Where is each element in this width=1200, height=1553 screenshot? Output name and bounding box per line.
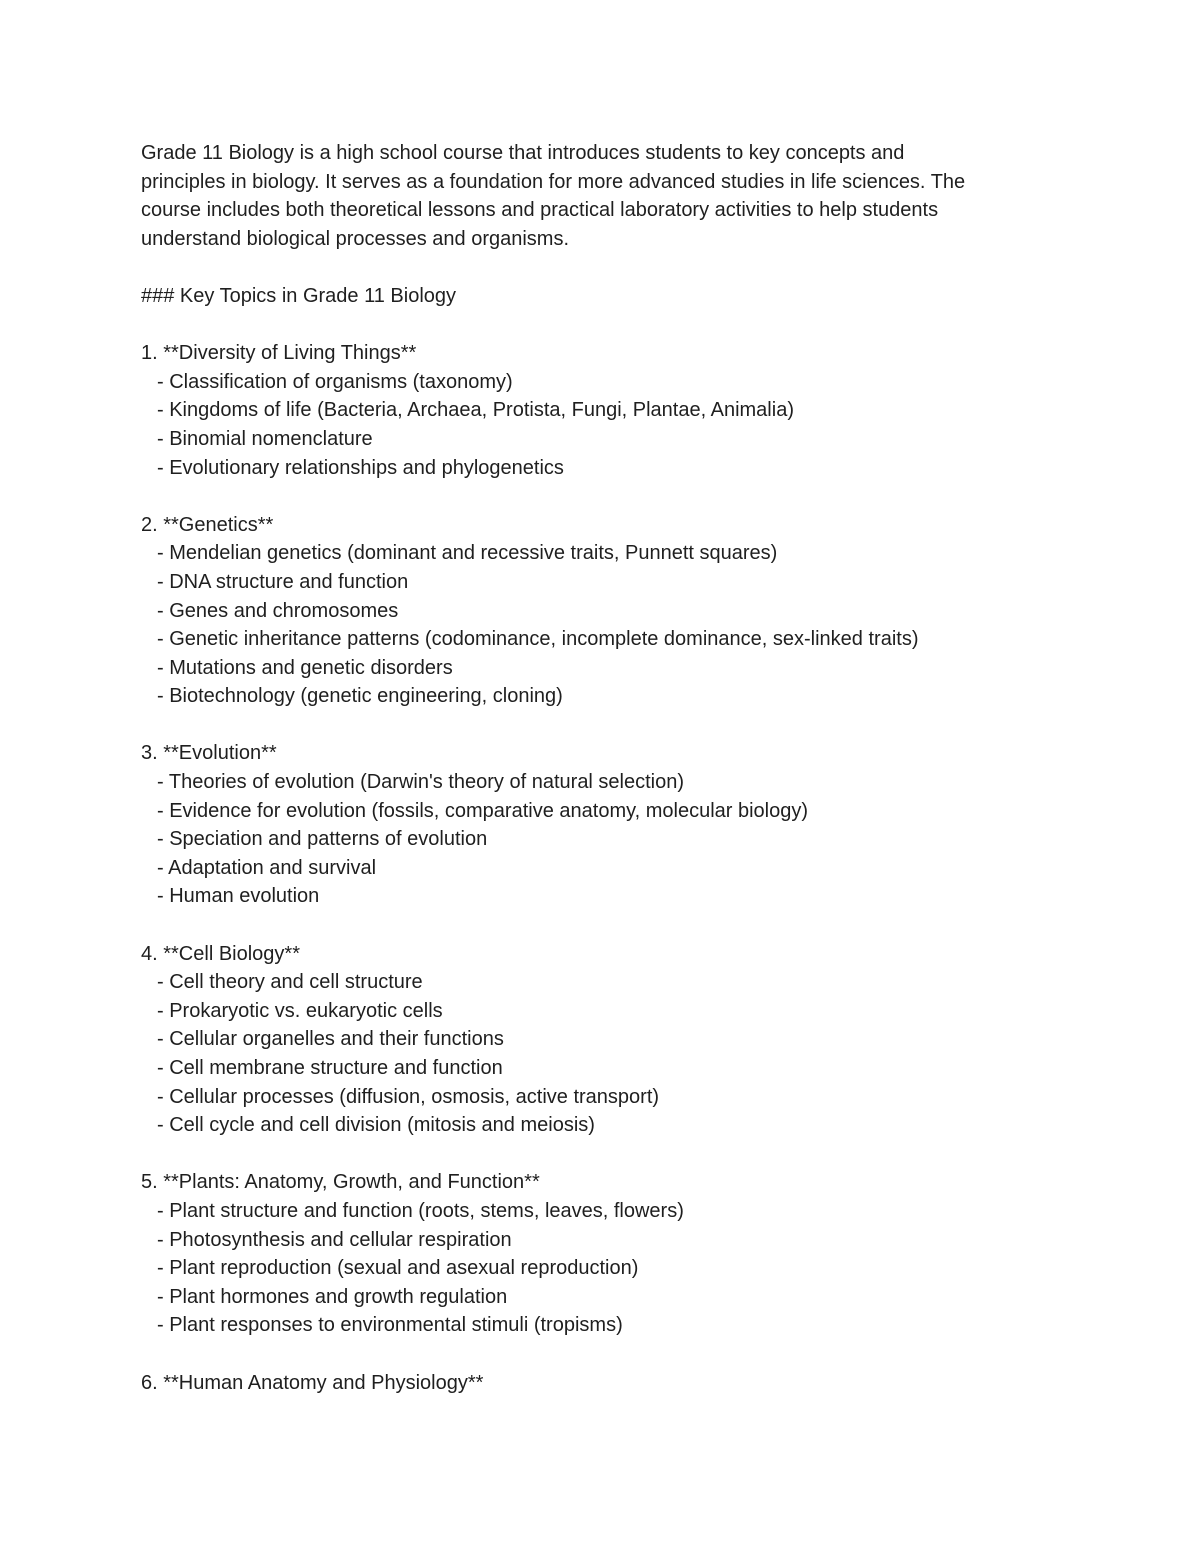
list-item: - Photosynthesis and cellular respiration [157,1228,512,1251]
list-item: - Human evolution [157,885,320,908]
list-item: - Adaptation and survival [157,856,377,879]
list-item: - Plant hormones and growth regulation [157,1285,508,1308]
topic-title: 3. **Evolution** [141,742,277,765]
list-item: - Biotechnology (genetic engineering, cloning) [157,685,563,708]
topic-title: 4. **Cell Biology** [141,942,300,965]
topic-list [141,311,1061,1398]
list-item: - DNA structure and function [157,570,409,593]
list-item: - Genetic inheritance patterns (codominance, incomplete dominance, sex-linked traits) [157,628,919,651]
list-item: - Evidence for evolution (fossils, comparative anatomy, molecular biology) [157,799,809,822]
list-item: - Prokaryotic vs. eukaryotic cells [157,999,443,1022]
list-item: - Plant reproduction (sexual and asexual reproduction) [157,1257,639,1280]
section-heading: ### Key Topics in Grade 11 Biology [141,284,457,307]
intro-paragraph [141,139,1061,253]
intro-line: principles in biology. It serves as a foundation for more advanced studies in life sciences. The [141,170,966,193]
topic-title: 6. **Human Anatomy and Physiology** [141,1371,484,1394]
list-item: - Plant structure and function (roots, stems, leaves, flowers) [157,1199,684,1222]
list-item: - Mutations and genetic disorders [157,656,453,679]
document-page [141,139,1061,1397]
list-item: - Evolutionary relationships and phylogenetics [157,456,564,479]
list-item: - Cell membrane structure and function [157,1057,503,1079]
topic-title: 1. **Diversity of Living Things** [141,342,417,365]
intro-line: Grade 11 Biology is a high school course that introduces students to key concepts and [141,142,905,164]
list-item: - Classification of organisms (taxonomy) [157,370,513,393]
list-item: - Mendelian genetics (dominant and recessive traits, Punnett squares) [157,542,778,565]
list-item: - Kingdoms of life (Bacteria, Archaea, Protista, Fungi, Plantae, Animalia) [157,399,794,422]
topic-title: 2. **Genetics** [141,513,274,536]
list-item: - Plant responses to environmental stimuli (tropisms) [157,1314,623,1337]
topic-title: 5. **Plants: Anatomy, Growth, and Function** [141,1171,540,1194]
intro-line: course includes both theoretical lessons and practical laboratory activities to help students [141,199,939,222]
list-item: - Cellular processes (diffusion, osmosis, active transport) [157,1085,660,1108]
list-item: - Cell cycle and cell division (mitosis and meiosis) [157,1114,595,1137]
list-item: - Cell theory and cell structure [157,971,423,994]
list-item: - Binomial nomenclature [157,427,373,450]
list-item: - Cellular organelles and their functions [157,1028,504,1051]
list-item: - Theories of evolution (Darwin's theory of natural selection) [157,771,685,794]
list-item: - Genes and chromosomes [157,599,399,622]
list-item: - Speciation and patterns of evolution [157,828,488,851]
intro-line: understand biological processes and organisms. [141,227,570,250]
